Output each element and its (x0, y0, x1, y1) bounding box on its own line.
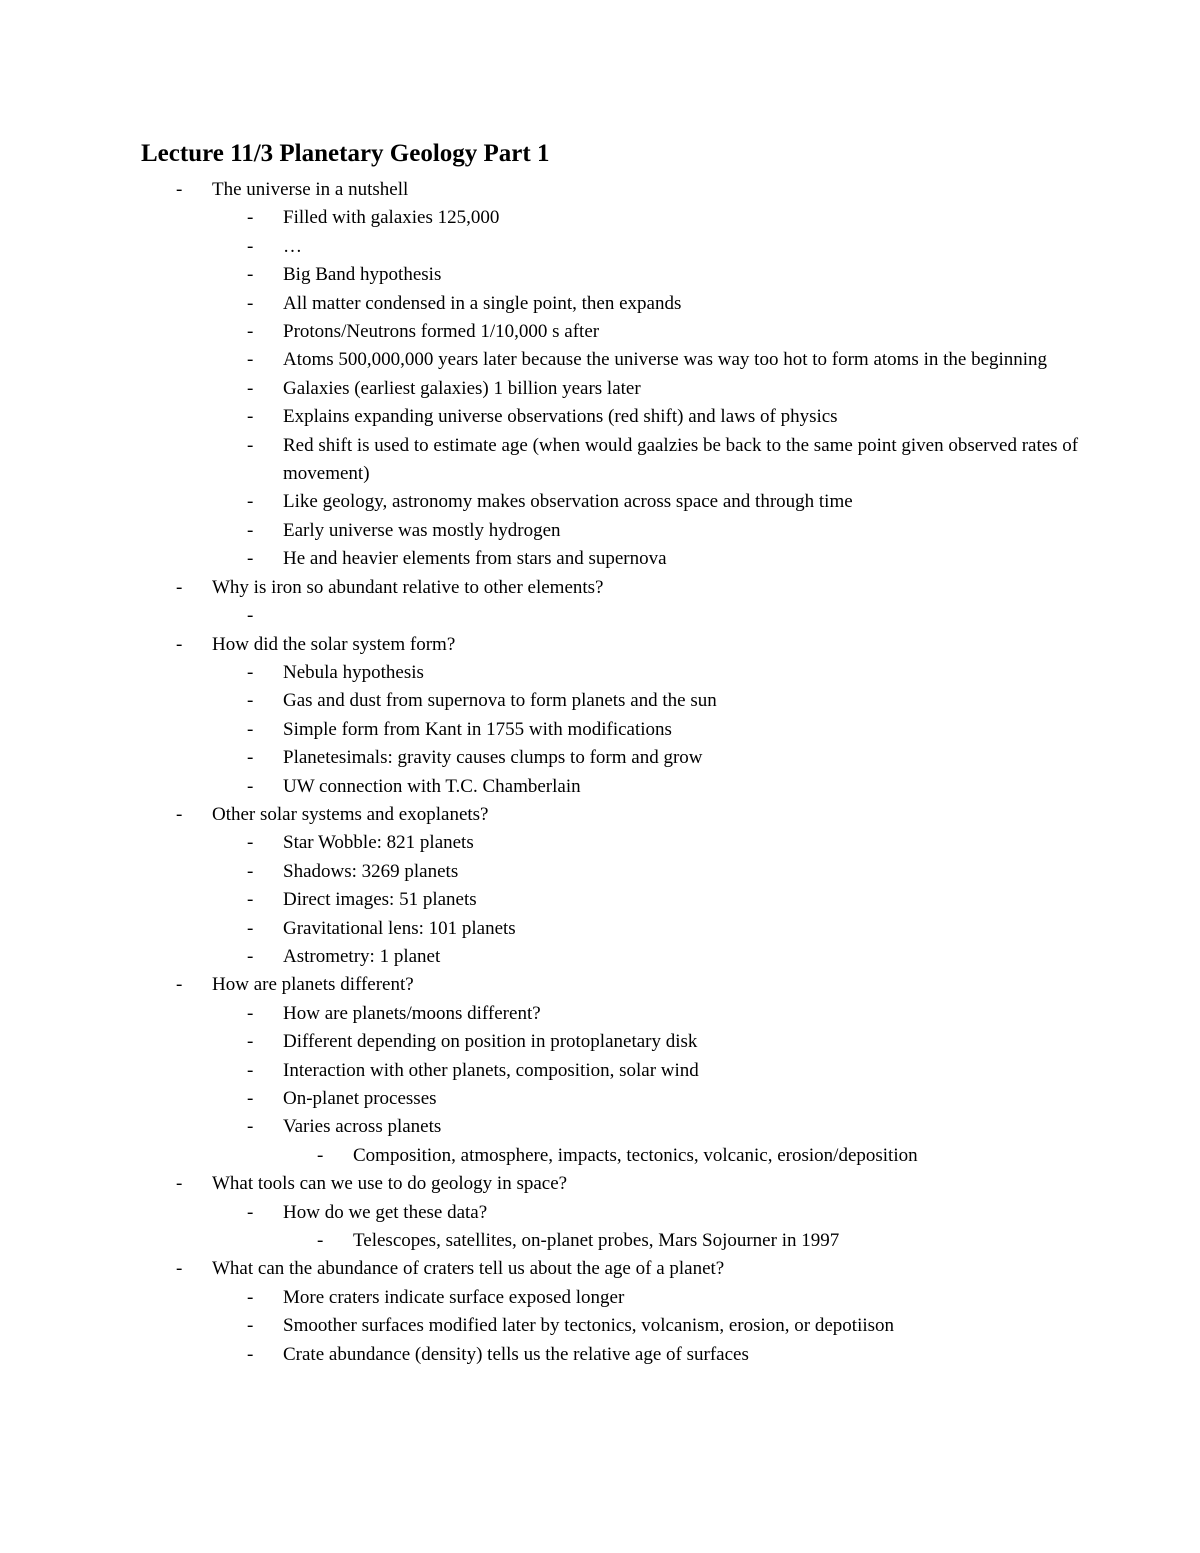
outline-item-text: Planetesimals: gravity causes clumps to form and grow (283, 747, 703, 769)
outline-item-text (283, 602, 1083, 630)
outline-item-level-1 (0, 346, 1200, 374)
outline-item-level-2 (0, 1142, 1200, 1170)
bullet-dash: - (247, 945, 254, 967)
outline-item-level-1 (0, 858, 1200, 886)
bullet-dash: - (247, 1059, 254, 1081)
outline-item-text: Atoms 500,000,000 years later because the universe was way too hot to form atoms in the beginning (283, 349, 1048, 371)
bullet-dash: - (176, 1173, 183, 1195)
bullet-dash: - (176, 179, 183, 200)
notes-outline (0, 176, 1200, 1369)
outline-item-level-2 (0, 1227, 1200, 1255)
outline-item-level-0 (0, 971, 1200, 999)
bullet-dash: - (247, 491, 254, 513)
bullet-dash: - (247, 406, 254, 428)
outline-item-level-1 (0, 744, 1200, 772)
outline-item-text: The universe in a nutshell (212, 179, 409, 200)
bullet-dash: - (247, 605, 254, 627)
bullet-dash: - (247, 377, 254, 399)
outline-item-text: What tools can we use to do geology in space? (212, 1173, 568, 1195)
outline-item-level-1 (0, 517, 1200, 545)
outline-item-level-1 (0, 290, 1200, 318)
outline-item-text: Explains expanding universe observations (red shift) and laws of physics (283, 406, 838, 428)
outline-item-text: Interaction with other planets, composition, solar wind (283, 1059, 699, 1081)
outline-item-text: Red shift is used to estimate age (when would gaalzies be back to the same point given observed rates of movement) (283, 434, 1079, 485)
outline-item-text: Gravitational lens: 101 planets (283, 917, 516, 939)
outline-item-level-1 (0, 915, 1200, 943)
outline-item-level-1 (0, 432, 1200, 489)
bullet-dash: - (247, 292, 254, 314)
outline-item-level-1 (0, 488, 1200, 516)
bullet-dash: - (247, 264, 254, 286)
outline-item-text: Filled with galaxies 125,000 (283, 207, 500, 229)
outline-item-text: On-planet processes (283, 1088, 437, 1109)
outline-item-text: All matter condensed in a single point, then expands (283, 292, 682, 314)
page-title: Lecture 11/3 Planetary Geology Part 1 (141, 140, 550, 167)
bullet-dash: - (247, 747, 254, 769)
outline-item-level-1 (0, 1057, 1200, 1085)
bullet-dash: - (247, 1315, 254, 1337)
outline-item-level-1 (0, 545, 1200, 573)
bullet-dash: - (247, 832, 254, 854)
outline-item-text: Early universe was mostly hydrogen (283, 519, 561, 541)
bullet-dash: - (247, 775, 254, 797)
outline-item-level-1 (0, 1341, 1200, 1369)
outline-item-text: More craters indicate surface exposed longer (283, 1286, 625, 1308)
outline-item-text: UW connection with T.C. Chamberlain (283, 775, 581, 797)
outline-item-level-1 (0, 1312, 1200, 1340)
outline-item-level-1 (0, 1000, 1200, 1028)
bullet-dash: - (247, 548, 254, 570)
bullet-dash: - (247, 1002, 254, 1024)
outline-item-level-0 (0, 1255, 1200, 1283)
outline-item-level-1 (0, 886, 1200, 914)
bullet-dash: - (247, 207, 254, 229)
outline-item-level-1 (0, 204, 1200, 232)
bullet-dash: - (247, 1286, 254, 1308)
outline-item-text: Star Wobble: 821 planets (283, 832, 474, 854)
bullet-dash: - (247, 917, 254, 939)
outline-item-text: Protons/Neutrons formed 1/10,000 s after (283, 321, 600, 343)
outline-item-level-1 (0, 602, 1200, 630)
outline-item-level-1 (0, 1113, 1200, 1141)
bullet-dash: - (247, 1116, 254, 1138)
outline-item-text: Crate abundance (density) tells us the relative age of surfaces (283, 1343, 749, 1365)
outline-item-text: Galaxies (earliest galaxies) 1 billion years later (283, 377, 641, 399)
outline-item-text: Nebula hypothesis (283, 661, 424, 683)
outline-item-level-0 (0, 176, 1200, 204)
outline-item-text: Other solar systems and exoplanets? (212, 803, 489, 825)
outline-item-level-1 (0, 318, 1200, 346)
bullet-dash: - (247, 1088, 254, 1109)
outline-item-text: … (283, 235, 302, 257)
outline-item-text: Telescopes, satellites, on-planet probes, Mars Sojourner in 1997 (353, 1230, 840, 1252)
bullet-dash: - (247, 321, 254, 343)
outline-item-text: Varies across planets (283, 1116, 442, 1138)
bullet-dash: - (247, 718, 254, 740)
outline-item-level-0 (0, 574, 1200, 602)
outline-item-text: Smoother surfaces modified later by tectonics, volcanism, erosion, or depotiison (283, 1315, 895, 1337)
outline-item-text: Gas and dust from supernova to form planets and the sun (283, 690, 717, 712)
outline-item-text: Big Band hypothesis (283, 264, 442, 286)
outline-item-level-1 (0, 403, 1200, 431)
bullet-dash: - (176, 974, 183, 996)
outline-item-level-0 (0, 631, 1200, 659)
outline-item-text: Shadows: 3269 planets (283, 860, 459, 882)
outline-item-level-1 (0, 375, 1200, 403)
outline-item-level-0 (0, 1170, 1200, 1198)
bullet-dash: - (317, 1230, 324, 1252)
outline-item-text: Composition, atmosphere, impacts, tectonics, volcanic, erosion/deposition (353, 1144, 918, 1166)
outline-item-level-1 (0, 233, 1200, 261)
outline-item-text: He and heavier elements from stars and supernova (283, 548, 667, 570)
outline-item-text: How did the solar system form? (212, 633, 456, 655)
bullet-dash: - (317, 1144, 324, 1166)
outline-item-level-1 (0, 943, 1200, 971)
outline-item-text: How are planets different? (212, 974, 414, 996)
outline-item-text: Simple form from Kant in 1755 with modifications (283, 718, 672, 740)
outline-item-text: Why is iron so abundant relative to other elements? (212, 576, 604, 598)
outline-item-level-1 (0, 716, 1200, 744)
bullet-dash: - (247, 661, 254, 683)
bullet-dash: - (247, 1343, 254, 1365)
outline-item-text: How are planets/moons different? (283, 1002, 541, 1024)
outline-item-text: Direct images: 51 planets (283, 889, 477, 911)
bullet-dash: - (247, 690, 254, 712)
outline-item-text: Astrometry: 1 planet (283, 945, 441, 967)
outline-item-text: Like geology, astronomy makes observation across space and through time (283, 491, 853, 513)
outline-item-level-1 (0, 687, 1200, 715)
outline-item-level-1 (0, 1284, 1200, 1312)
outline-item-level-1 (0, 773, 1200, 801)
bullet-dash: - (247, 1201, 254, 1223)
outline-item-level-0 (0, 801, 1200, 829)
outline-item-level-1 (0, 1085, 1200, 1113)
bullet-dash: - (247, 1031, 254, 1053)
outline-item-text: Different depending on position in protoplanetary disk (283, 1031, 698, 1053)
bullet-dash: - (247, 235, 254, 257)
bullet-dash: - (247, 519, 254, 541)
bullet-dash: - (176, 633, 183, 655)
outline-item-level-1 (0, 261, 1200, 289)
bullet-dash: - (176, 1258, 183, 1280)
outline-item-level-1 (0, 1028, 1200, 1056)
outline-item-level-1 (0, 1199, 1200, 1227)
bullet-dash: - (247, 889, 254, 911)
outline-item-level-1 (0, 659, 1200, 687)
bullet-dash: - (247, 860, 254, 882)
outline-item-level-1 (0, 829, 1200, 857)
outline-item-text: How do we get these data? (283, 1201, 488, 1223)
bullet-dash: - (176, 576, 183, 598)
outline-item-text: What can the abundance of craters tell us about the age of a planet? (212, 1258, 725, 1280)
bullet-dash: - (247, 349, 254, 371)
bullet-dash: - (247, 434, 254, 456)
bullet-dash: - (176, 803, 183, 825)
